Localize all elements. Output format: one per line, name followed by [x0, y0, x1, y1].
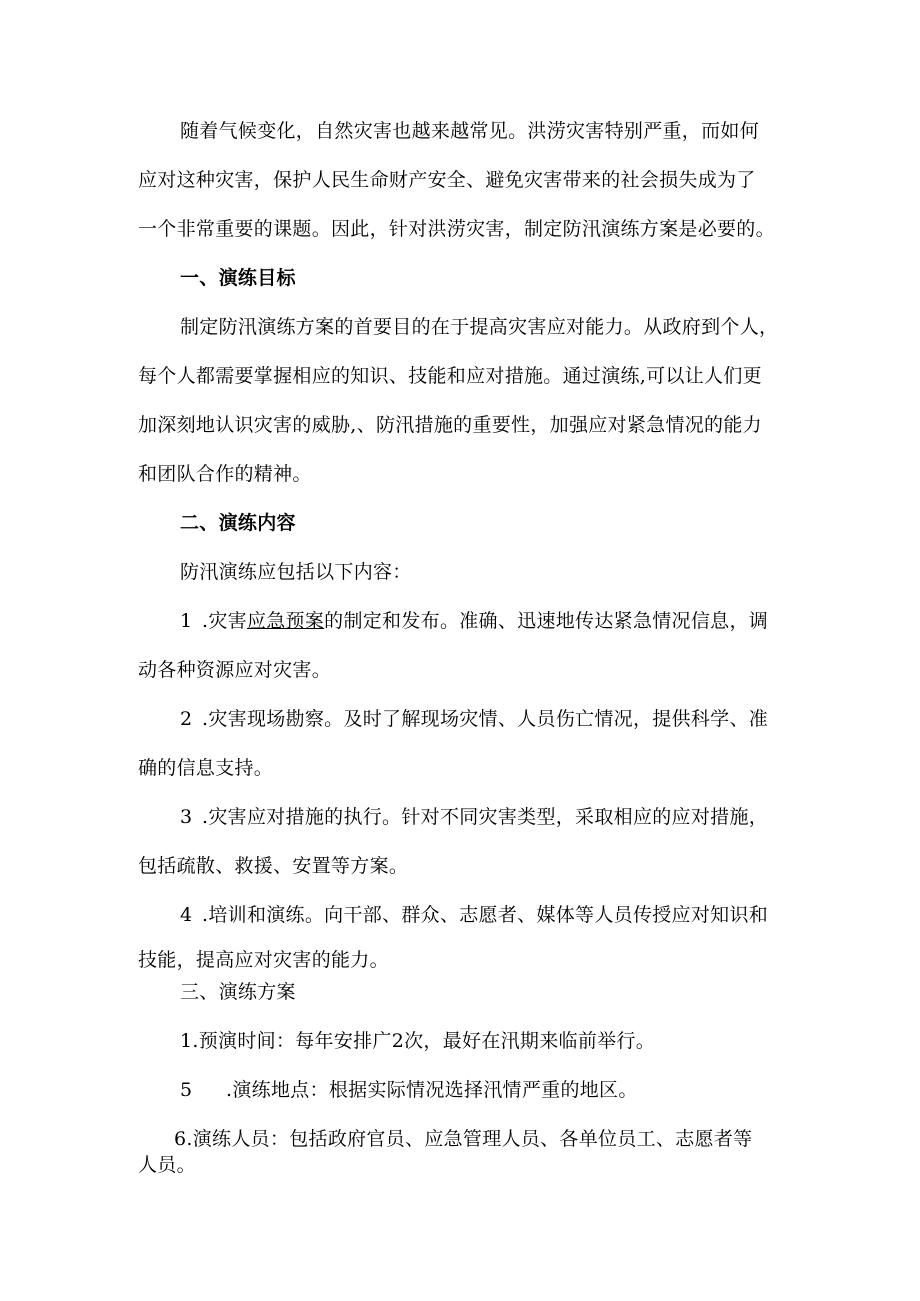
item-1-line-2: 动各种资源应对灾害。: [138, 659, 332, 681]
plan-item-1: 1.预演时间：每年安排广2次，最好在汛期来临前举行。: [180, 1030, 656, 1052]
item-3-text: .灾害应对措施的执行。针对不同灾害类型，采取相应的应对措施，: [202, 806, 769, 828]
intro-line-3: 一个非常重要的课题。因此，针对洪涝灾害，制定防汛演练方案是必要的。: [138, 218, 775, 240]
item-4-number: 4: [180, 904, 193, 926]
item-4-line-1: [180, 902, 800, 928]
plan-item-2-number: 5: [180, 1079, 193, 1101]
item-4-line-2: 技能，提高应对灾害的能力。: [138, 949, 389, 971]
goal-line-1: 制定防汛演练方案的首要目的在于提高灾害应对能力。从政府到个人，: [180, 316, 779, 338]
heading-plan: 三、演练方案: [180, 981, 296, 1003]
plan-item-3-line-1: 6.演练人员：包括政府官员、应急管理人员、各单位员工、志愿者等: [174, 1128, 753, 1150]
item-1-pre: .灾害: [202, 610, 247, 632]
plan-item-2: [180, 1077, 800, 1103]
heading-content: 二、演练内容: [180, 512, 296, 534]
item-1-link[interactable]: 应急预案: [246, 610, 325, 632]
plan-item-2-text: .演练地点：根据实际情况选择汛情严重的地区。: [226, 1079, 638, 1101]
intro-line-1: 随着气候变化，自然灾害也越来越常见。洪涝灾害特别严重，而如何: [180, 120, 760, 142]
intro-line-2: 应对这种灾害，保护人民生命财产安全、避免灾害带来的社会损失成为了: [138, 169, 756, 191]
heading-goal: 一、演练目标: [180, 267, 296, 289]
item-3-line-1: [180, 804, 800, 830]
item-2-number: 2: [180, 708, 193, 730]
item-1-post: 的制定和发布。准确、迅速地传达紧急情况信息，调: [324, 610, 769, 632]
item-3-line-2: 包括疏散、救援、安置等方案。: [138, 855, 409, 877]
item-2-line-2: 确的信息支持。: [138, 757, 274, 779]
content-intro: 防汛演练应包括以下内容：: [180, 561, 412, 583]
item-2-text: .灾害现场勘察。及时了解现场灾情、人员伤亡情况，提供科学、准: [202, 708, 769, 730]
item-1-number: 1: [180, 610, 193, 632]
plan-item-3-line-2: 人员。: [138, 1154, 196, 1176]
item-3-number: 3: [180, 806, 193, 828]
item-2-line-1: [180, 706, 800, 732]
item-1-line-1: [180, 608, 800, 634]
goal-line-4: 和团队合作的精神。: [138, 463, 312, 485]
item-4-text: .培训和演练。向干部、群众、志愿者、媒体等人员传授应对知识和: [202, 904, 769, 926]
goal-line-2: 每个人都需要掌握相应的知识、技能和应对措施。通过演练,可以让人们更: [138, 365, 762, 387]
goal-line-3: 加深刻地认识灾害的威胁,、防汛措施的重要性，加强应对紧急情况的能力: [138, 414, 762, 436]
